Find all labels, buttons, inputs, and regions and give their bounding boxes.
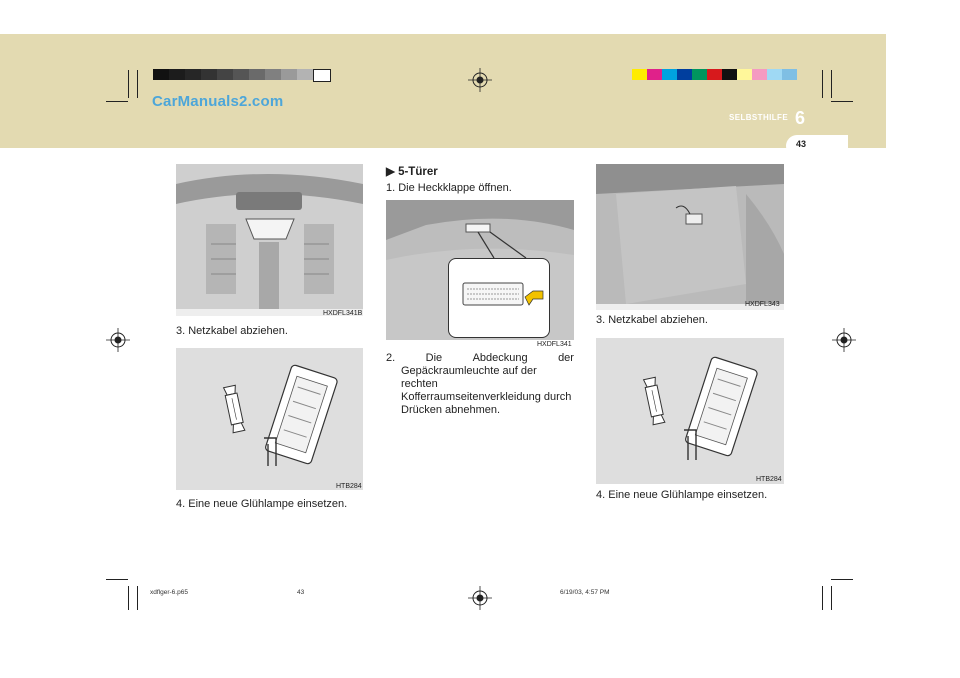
footer-filename: xdflger-6.p65: [150, 589, 188, 596]
calibration-swatch: [737, 69, 752, 80]
step-text: 3. Netzkabel abziehen.: [596, 314, 708, 326]
crop-mark: [106, 579, 128, 580]
step2-paragraph: [386, 352, 574, 417]
calibration-swatch: [662, 69, 677, 80]
crop-mark: [822, 586, 823, 610]
calibration-swatch: [297, 69, 313, 80]
step-text: 4. Eine neue Glühlampe einsetzen.: [596, 489, 768, 501]
section-number: 6: [795, 108, 806, 128]
watermark-link[interactable]: CarManuals2.com: [152, 93, 284, 110]
calibration-swatch: [782, 69, 797, 80]
calibration-swatch: [185, 69, 201, 80]
section-label: SELBSTHILFE: [729, 113, 789, 122]
registration-mark-icon: [832, 328, 856, 352]
step-word: der: [558, 352, 574, 364]
figure-code: HTB284: [756, 476, 782, 483]
step-word: Die: [425, 352, 443, 364]
zoom-callout-box: [448, 258, 550, 338]
crop-mark: [831, 70, 832, 98]
figure-code: HXDFL343: [745, 301, 780, 308]
section-heading-text: 5-Türer: [398, 166, 438, 178]
registration-mark-icon: [468, 586, 492, 610]
calibration-swatch: [153, 69, 169, 80]
crop-mark: [831, 101, 853, 102]
calibration-swatch: [632, 69, 647, 80]
triangle-bullet-icon: ▶: [386, 166, 395, 178]
footer-page: 43: [297, 589, 305, 596]
calibration-swatch: [692, 69, 707, 80]
calibration-swatch: [677, 69, 692, 80]
step-text: 4. Eine neue Glühlampe einsetzen.: [176, 498, 348, 510]
calibration-swatch: [201, 69, 217, 80]
crop-mark: [831, 586, 832, 610]
crop-mark: [831, 579, 853, 580]
calibration-swatch: [647, 69, 662, 80]
crop-mark: [128, 70, 129, 98]
registration-mark-icon: [106, 328, 130, 352]
figure-code: HXDFL341: [537, 341, 572, 348]
calibration-swatch: [707, 69, 722, 80]
step-number: 2.: [386, 352, 396, 364]
step-word: Abdeckung: [472, 352, 528, 364]
step-line: Drücken abnehmen.: [401, 404, 501, 416]
figure-code: HTB284: [336, 483, 362, 490]
crop-mark: [128, 586, 129, 610]
side-panel-photo: [596, 164, 784, 310]
step-line: Kofferraumseitenverkleidung durch: [401, 391, 572, 403]
trunk-lamp-photo: [176, 164, 363, 316]
calibration-swatch: [249, 69, 265, 80]
bulb-illustration: [596, 338, 784, 484]
figure-code: HXDFL341B: [323, 310, 363, 317]
calibration-swatch: [767, 69, 782, 80]
grayscale-calibration-bar: [153, 69, 331, 80]
calibration-swatch: [752, 69, 767, 80]
calibration-swatch: [281, 69, 297, 80]
page-number: 43: [796, 139, 807, 149]
bulb-illustration: [176, 348, 363, 490]
crop-mark: [106, 101, 128, 102]
calibration-swatch: [233, 69, 249, 80]
crop-mark: [137, 70, 138, 98]
process-color-calibration-bar: [632, 69, 797, 80]
step-line: Gepäckraumleuchte auf der rechten: [401, 365, 537, 390]
calibration-swatch: [265, 69, 281, 80]
calibration-swatch: [722, 69, 737, 80]
crop-mark: [822, 70, 823, 98]
crop-mark: [137, 586, 138, 610]
calibration-swatch: [313, 69, 331, 82]
registration-mark-icon: [468, 68, 492, 92]
calibration-swatch: [169, 69, 185, 80]
header-band: [0, 34, 886, 148]
footer-timestamp: 6/19/03, 4:57 PM: [560, 589, 610, 596]
step-text: 1. Die Heckklappe öffnen.: [386, 182, 512, 194]
section-heading: [386, 164, 438, 178]
calibration-swatch: [217, 69, 233, 80]
step-text: 3. Netzkabel abziehen.: [176, 325, 288, 337]
